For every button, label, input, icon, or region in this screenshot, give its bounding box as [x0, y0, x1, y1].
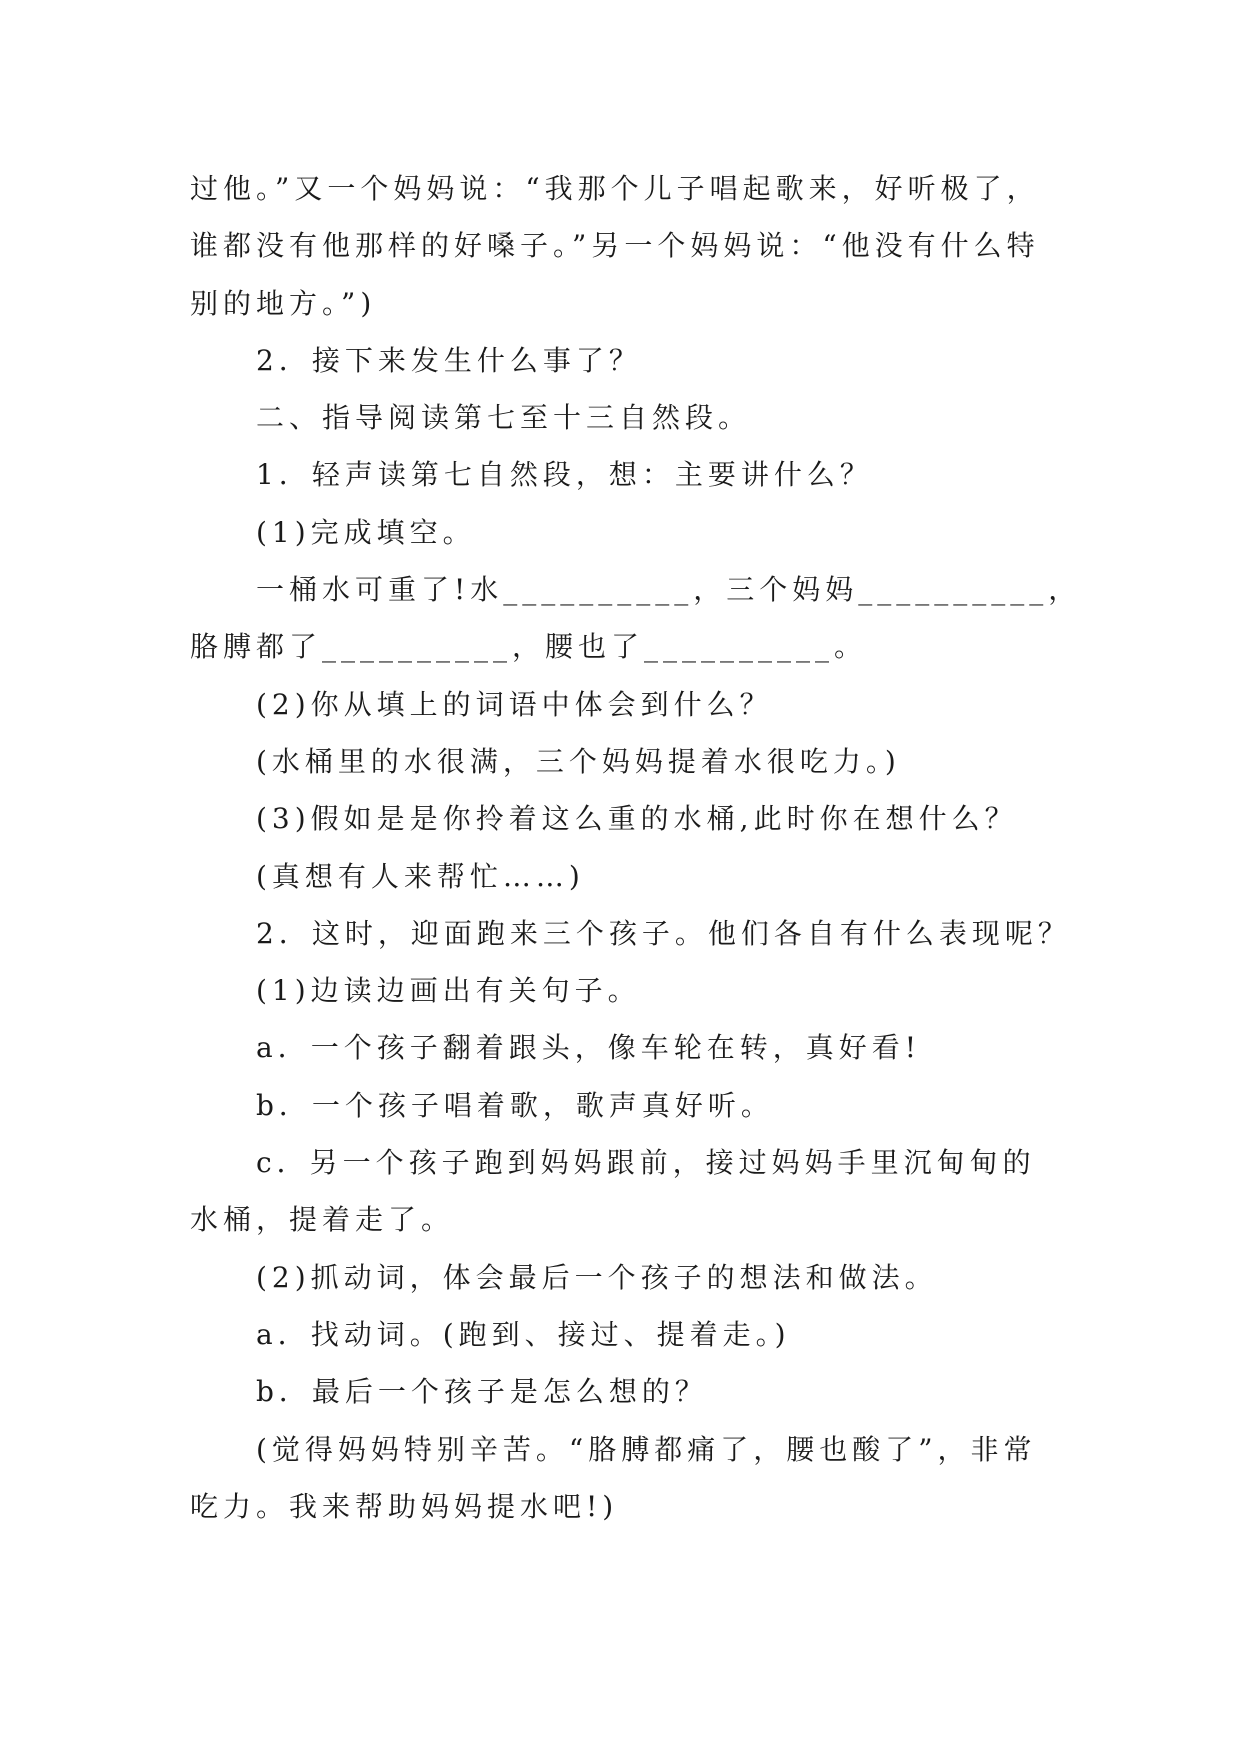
- text-line: (2)你从填上的词语中体会到什么？: [256, 687, 773, 721]
- fill-blank-line: 胳膊都了__________，腰也了__________。: [190, 630, 868, 664]
- text-line: 2．这时，迎面跑来三个孩子。他们各自有什么表现呢？: [256, 916, 1071, 950]
- section-heading: 二、指导阅读第七至十三自然段。: [256, 401, 752, 435]
- fill-blank-line: 一桶水可重了!水__________，三个妈妈__________，: [256, 573, 1082, 607]
- text-line: 别的地方。”): [190, 286, 377, 320]
- text-line: (水桶里的水很满，三个妈妈提着水很吃力。): [256, 744, 901, 778]
- text-line: (3)假如是是你拎着这么重的水桶,此时你在想什么？: [256, 802, 1018, 836]
- text-body: [190, 160, 1082, 1535]
- text-line: 2．接下来发生什么事了？: [256, 343, 642, 377]
- text-line: 谁都没有他那样的好嗓子。”另一个妈妈说：“他没有什么特: [190, 229, 1040, 263]
- text-line: (真想有人来帮忙……): [256, 859, 585, 893]
- text-line: b．最后一个孩子是怎么想的？: [256, 1375, 708, 1409]
- text-line: 水桶，提着走了。: [190, 1203, 455, 1237]
- text-line: c．另一个孩子跑到妈妈跟前，接过妈妈手里沉甸甸的: [256, 1146, 1036, 1180]
- text-line: (1)完成填空。: [256, 515, 476, 549]
- text-line: 过他。”又一个妈妈说：“我那个儿子唱起歌来，好听极了，: [190, 172, 1040, 205]
- text-line: b．一个孩子唱着歌，歌声真好听。: [256, 1088, 774, 1122]
- text-line: (1)边读边画出有关句子。: [256, 974, 641, 1008]
- text-line: 1．轻声读第七自然段，想：主要讲什么？: [256, 458, 873, 492]
- text-line: (2)抓动词，体会最后一个孩子的想法和做法。: [256, 1260, 938, 1294]
- text-line: a．一个孩子翻着跟头，像车轮在转，真好看!: [256, 1031, 921, 1065]
- text-line: a．找动词。(跑到、接过、提着走。): [256, 1317, 791, 1351]
- text-line: (觉得妈妈特别辛苦。“胳膊都痛了，腰也酸了”，非常: [256, 1432, 1037, 1466]
- text-line: 吃力。我来帮助妈妈提水吧!): [190, 1489, 619, 1523]
